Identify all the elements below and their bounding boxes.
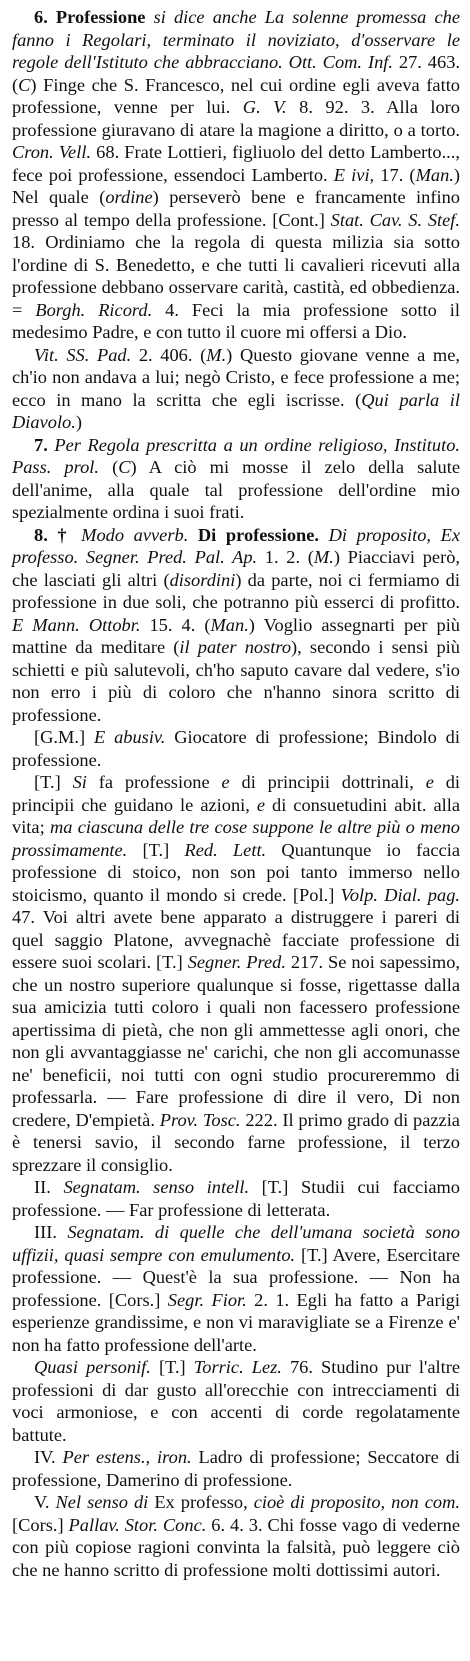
text-run: ( — [99, 457, 119, 477]
italic-text: Man. — [210, 614, 249, 635]
text-run: 17. ( — [374, 164, 416, 185]
text-run: [G.M.] — [34, 727, 94, 747]
italic-text: Cron. Vell. — [12, 142, 92, 162]
text-run: Ladro di professione; Seccatore di professione, Damerino di professione. — [12, 1447, 461, 1490]
text-run: 222. Il primo grado di pazzia è tenersi savio, il secondo farne professione, il terzo sprezzare il consiglio. — [12, 1109, 460, 1175]
text-run: ) Finge che S. Francesco, nel cui ordine egli aveva fatto professione, venne per lui. — [12, 74, 460, 117]
italic-text: disordini — [169, 569, 236, 590]
text-run: Quantunque io faccia professione di stoico, non son poi tanto immerso nello stoicismo, quanto il mondo si crede. [Pol.] — [12, 839, 460, 905]
entry-paragraph — [12, 1356, 460, 1446]
text-run: 2. 1. Egli ha fatto a Parigi esperienze grandissime, e non vi maravigliate se a Firenze e' non ha fatto professione dell'arte. — [12, 1289, 460, 1355]
italic-text: Pallav. Stor. Conc. — [68, 1514, 207, 1535]
italic-text: Nel senso di — [55, 1492, 149, 1512]
italic-text: Di proposito, Ex professo. Segner. Pred. Pal. Ap. — [12, 524, 461, 567]
bold-text: 7. — [34, 434, 55, 455]
italic-text: Segnatam. di quelle che dell'umana società sono uffizii, quasi sempre con emulumento. — [12, 1222, 460, 1265]
entry-paragraph — [12, 6, 460, 344]
bold-text: Professione — [55, 7, 146, 27]
entry-paragraph — [12, 1446, 460, 1491]
italic-text: Borgh. Ricord. — [35, 299, 153, 320]
italic-text: Modo avverb. — [81, 524, 189, 545]
text-run: 1. 2. ( — [257, 547, 314, 567]
italic-text: Qui parla il Diavolo. — [12, 389, 461, 432]
italic-text: ordine — [105, 187, 153, 207]
text-run: ) — [75, 412, 82, 432]
italic-text: E Mann. Ottobr. — [12, 614, 141, 635]
text-run: II. — [34, 1177, 64, 1197]
text-run: ) da parte, noi ci fermiamo di professione in due soli, che potranno più esserci di profitto. — [12, 569, 460, 612]
text-run: ) Questo giovane venne a me, ch'io non andava a lui; negò Cristo, e fece professione a me; ecco in mano la scritta che egli iscrisse. ( — [12, 344, 460, 410]
italic-text: C — [118, 457, 131, 477]
entry-paragraph — [12, 344, 460, 434]
italic-text: Prov. Tosc. — [159, 1109, 241, 1130]
italic-text: C — [18, 74, 31, 95]
italic-text: Man. — [415, 164, 454, 185]
bold-text: Di professione. — [188, 524, 320, 545]
italic-text: il pater nostro — [179, 637, 292, 657]
text-run: 47. Voi altri avete bene apparato a distruggere i pareri di quel saggio Platone, avvegnachè facciate professione di essere suoi scolari. [T.] — [12, 907, 460, 972]
italic-text: Segr. Fior. — [167, 1289, 247, 1310]
italic-text: Segnatam. senso intell. — [63, 1177, 250, 1197]
text-run: 8. 92. 3. Alla loro professione giuravano di atare la magione a diritto, o a torto. — [12, 97, 460, 140]
text-run: 2. 406. ( — [131, 344, 207, 365]
text-run: ) perseverò bene e francamente infino presso al tempo della professione. [Cont.] — [12, 187, 460, 230]
text-run: 27. 463. ( — [12, 52, 460, 95]
text-run: 68. Frate Lottieri, figliuolo del detto Lamberto..., fece poi professione, essendoci Lamberto. — [12, 142, 460, 185]
bold-text: 6. — [34, 7, 56, 27]
text-run: ), secondo i sensi più schietti e più salutevoli, ch'ho saputo cavare dal vedere, s'io non erro i più di coloro che n'hanno sinora scritto di professione. — [12, 637, 460, 725]
text-run: III. — [34, 1222, 68, 1242]
italic-text: e — [256, 794, 266, 815]
italic-text: Red. Lett. — [184, 839, 267, 860]
entry-paragraph — [12, 1221, 460, 1356]
bold-text: 8. † — [34, 524, 82, 545]
entry-paragraph — [12, 1176, 460, 1221]
text-run: 4. Feci la mia professione sotto il medesimo Padre, e con tutto il cuore mi offersi a Dio. — [12, 299, 460, 342]
entry-paragraph — [12, 434, 460, 524]
italic-text: ma ciascuna delle tre cose suppone le altre più o meno prossimamente. — [12, 817, 460, 860]
italic-text: Per Regola prescritta a un ordine religioso, Instituto. Pass. prol. — [12, 434, 460, 477]
italic-text: e — [221, 772, 230, 792]
italic-text: Torric. Lez. — [193, 1357, 282, 1377]
text-run: 15. 4. ( — [140, 614, 211, 635]
text-run: [T.] — [150, 1357, 194, 1377]
italic-text: G. V. — [242, 97, 287, 117]
entry-paragraph — [12, 1491, 460, 1581]
italic-text: Per estens., iron. — [62, 1447, 192, 1467]
text-run: fa professione — [86, 772, 222, 792]
entry-paragraph — [12, 524, 460, 727]
italic-text: Si — [72, 772, 87, 792]
italic-text: Stat. Cav. S. Stef. — [330, 209, 461, 230]
text-run: 217. Se noi sapessimo, che un nostro superiore qualunque si fosse, rigettasse dalla sua amicizia tutti coloro i quali non facessero professione apertissima di pietà, che non gli ammettesse agli onori, che non gli avvantaggiasse ne' carichi, che non gli accomunasse ne' beneficii, noi tutti con ogni studio procureremmo di professarla. — Fare professione di dire il vero, Di non credere, D'empietà. — [12, 952, 461, 1130]
italic-text: E ivi, — [333, 164, 375, 185]
entry-paragraph — [12, 771, 460, 1176]
italic-text: E abusiv. — [93, 727, 166, 747]
text-run: Ex professo, — [148, 1492, 254, 1512]
italic-text: cioè di proposito, non com. — [253, 1492, 460, 1512]
italic-text: e — [425, 772, 434, 792]
text-run: 76. Studino pur l'altre professioni di dar gusto all'orecchie con intrecciamenti di voci armoniose, e con accenti di corde regolatamente battute. — [12, 1357, 460, 1445]
text-run: di consuetudini abit. alla vita; — [12, 794, 460, 837]
text-run: 18. Ordiniamo che la regola di questa milizia sia sotto l'ordine di S. Benedetto, e che tutti li cavalieri ricevuti alla professione debbano osservare carità, castità, ed obbedienza. = — [12, 232, 460, 320]
entry-paragraph — [12, 726, 460, 771]
text-run: ) A ciò mi mosse il zelo della salute dell'anime, alla quale tal professione dell'ordine mio spezialmente ordina i suoi frati. — [12, 457, 460, 522]
text-run: di principii che guidano le azioni, — [12, 772, 461, 815]
italic-text: Segner. Pred. — [187, 952, 286, 972]
italic-text: M. — [206, 344, 227, 365]
text-run: [T.] Avere, Esercitare professione. — Quest'è la sua professione. — Non ha professione. [Cors.] — [12, 1244, 460, 1310]
text-run: [T.] — [127, 839, 185, 860]
italic-text: Quasi personif. — [34, 1357, 151, 1377]
text-run: di principii dottrinali, — [229, 772, 426, 792]
text-run: 6. 4. 3. Chi fosse vago di vederne con più copiose ragioni convinta la falsità, può leggere ciò che ne hanno scritto di professione molti dottissimi autori. — [12, 1514, 460, 1580]
text-run: V. — [34, 1492, 56, 1512]
italic-text: M. — [313, 547, 334, 567]
italic-text: Vit. SS. Pad. — [34, 344, 132, 365]
text-run: [T.] — [34, 772, 73, 792]
text-run: ) Piacciavi però, che lasciati gli altri ( — [12, 547, 460, 590]
text-run: Giocatore di professione; Bindolo di professione. — [12, 727, 460, 770]
italic-text: Volp. Dial. pag. — [340, 884, 460, 905]
text-run: ) Nel quale ( — [12, 164, 460, 207]
text-run: [T.] Studii cui facciamo professione. — Far professione di letterata. — [12, 1177, 460, 1220]
text-run: [Cors.] — [12, 1514, 69, 1535]
text-run: ) Voglio assegnarti per più mattine da meditare ( — [12, 614, 460, 657]
text-run: IV. — [34, 1447, 63, 1467]
italic-text: si dice anche La solenne promessa che fanno i Regolari, terminato il noviziato, d'osservare le regole dell'Istituto che abbracciano. Ott. Com. Inf. — [12, 7, 460, 72]
